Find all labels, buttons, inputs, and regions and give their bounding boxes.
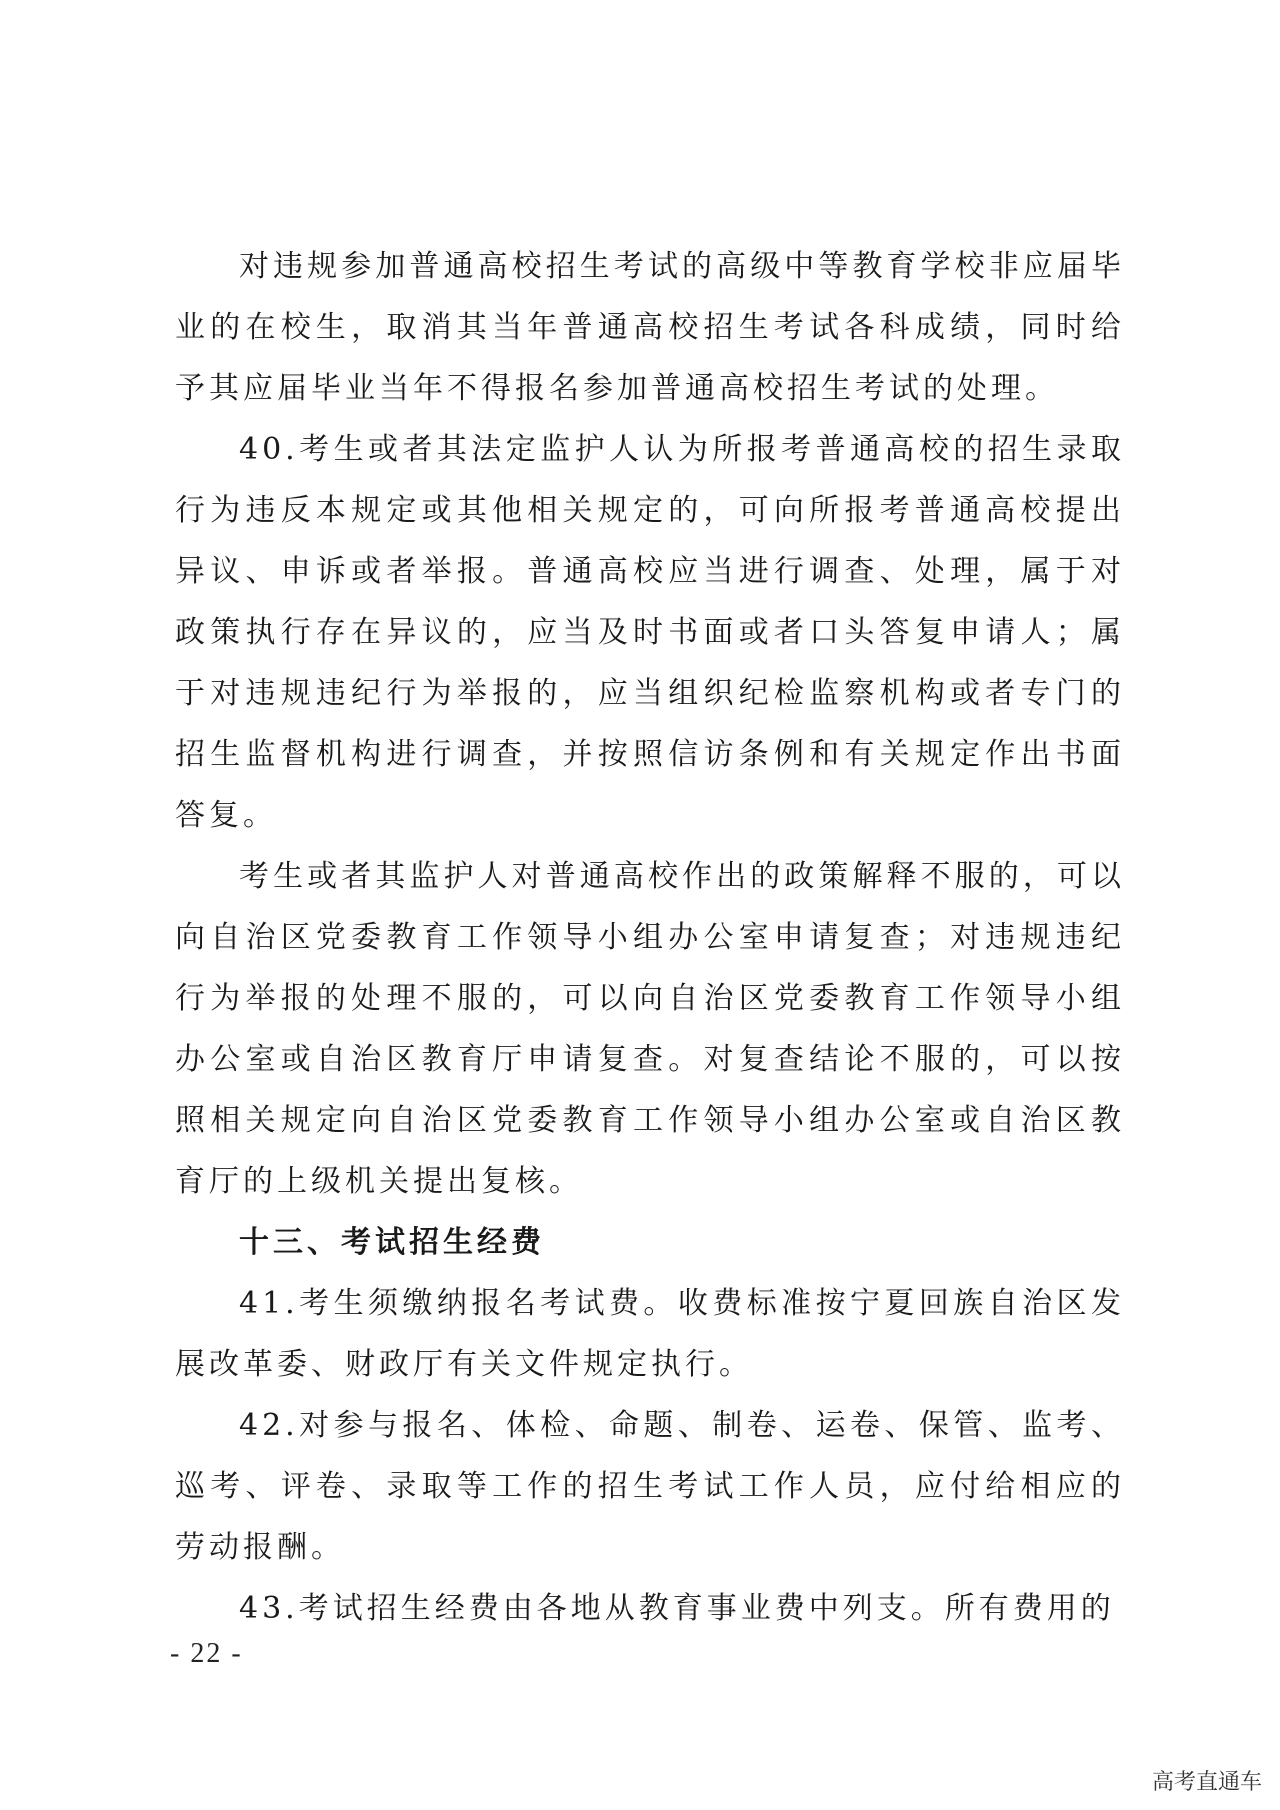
page-number: - 22 -	[170, 1638, 243, 1669]
paragraph-review-appeal: 考生或者其监护人对普通高校作出的政策解释不服的，可以向自治区党委教育工作领导小组办公室申请复查；对违规违纪行为举报的处理不服的，可以向自治区党委教育工作领导小组办公室或自治区教育厅申请复查。对复查结论不服的，可以按照相关规定向自治区党委教育工作领导小组办公室或自治区教育厅的上级机关提出复核。	[175, 859, 1125, 1199]
document-body	[175, 236, 1125, 1639]
section-heading-exam-funding: 十三、考试招生经费	[239, 1225, 545, 1260]
paragraph-article-42: 42.对参与报名、体检、命题、制卷、运卷、保管、监考、巡考、评卷、录取等工作的招生考试工作人员，应付给相应的劳动报酬。	[175, 1408, 1125, 1565]
paragraph-article-41: 41.考生须缴纳报名考试费。收费标准按宁夏回族自治区发展改革委、财政厅有关文件规定执行。	[175, 1286, 1125, 1382]
paragraph-article-43: 43.考试招生经费由各地从教育事业费中列支。所有费用的	[239, 1591, 1115, 1626]
paragraph-article-40: 40.考生或者其法定监护人认为所报考普通高校的招生录取行为违反本规定或其他相关规定的，可向所报考普通高校提出异议、申诉或者举报。普通高校应当进行调查、处理，属于对政策执行存在异议的，应当及时书面或者口头答复申请人；属于对违规违纪行为举报的，应当组织纪检监察机构或者专门的招生监督机构进行调查，并按照信访条例和有关规定作出书面答复。	[175, 432, 1125, 833]
watermark-text: 高考直通车	[1151, 1770, 1262, 1795]
paragraph-disqualification: 对违规参加普通高校招生考试的高级中等教育学校非应届毕业的在校生，取消其当年普通高校招生考试各科成绩，同时给予其应届毕业当年不得报名参加普通高校招生考试的处理。	[175, 249, 1125, 406]
